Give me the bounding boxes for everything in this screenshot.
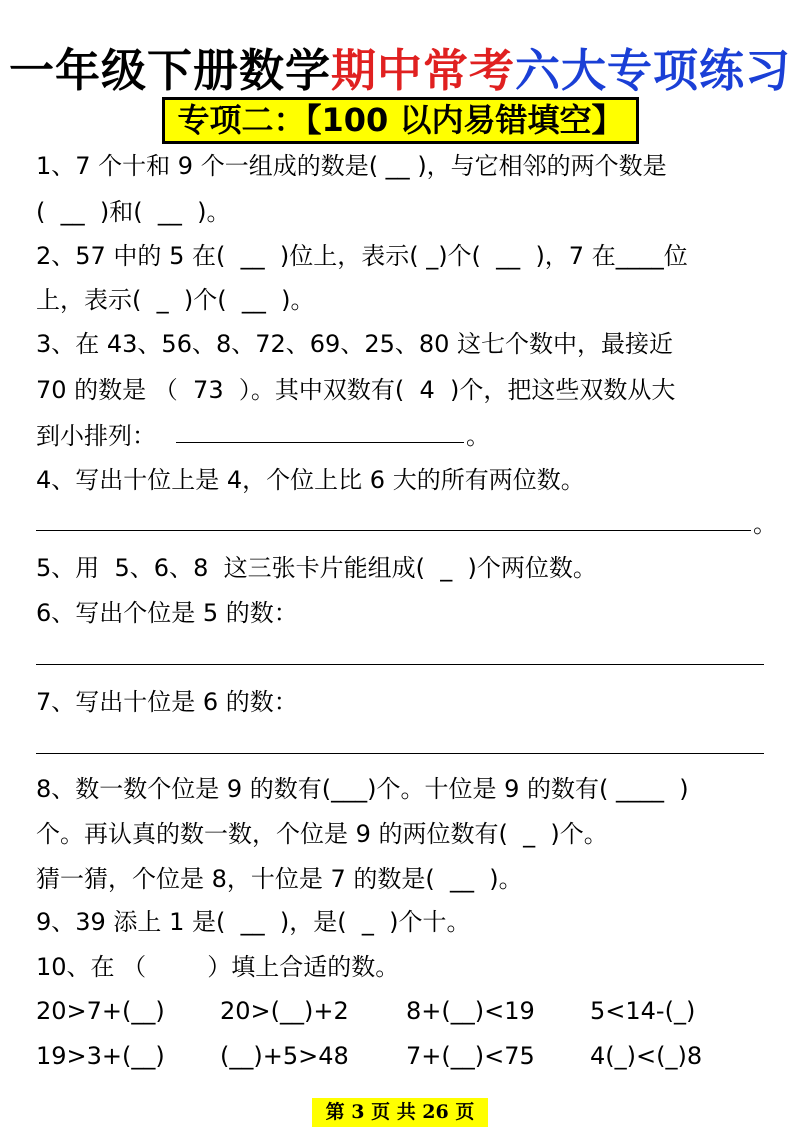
question-8-line-1: 8、数一数个位是 9 的数有(___)个。十位是 9 的数有( ____ ) <box>36 775 689 803</box>
period-q3: 。 <box>466 422 490 450</box>
question-9: 9、39 添上 1 是( __ )，是( _ )个十。 <box>36 908 471 936</box>
page-footer: 第 3 页 共 26 页 <box>312 1098 488 1127</box>
question-3-line-1: 3、在 43、56、8、72、69、25、80 这七个数中，最接近 <box>36 330 674 358</box>
exercise-r2-c4: 4(_)<(_)8 <box>590 1042 703 1070</box>
question-1-line-1: 1、7 个十和 9 个一组成的数是( __ )，与它相邻的两个数是 <box>36 152 667 180</box>
exercise-r2-c1: 19>3+(__) <box>36 1042 165 1070</box>
answer-line-q4[interactable] <box>36 530 751 531</box>
question-4: 4、写出十位上是 4，个位上比 6 大的所有两位数。 <box>36 466 585 494</box>
answer-line-q7[interactable] <box>36 753 764 754</box>
question-3-line-2: 70 的数是 （ 73 ）。其中双数有( 4 )个，把这些双数从大 <box>36 376 676 404</box>
question-3-line-3: 到小排列： <box>36 422 156 450</box>
answer-line-q3[interactable] <box>176 442 464 443</box>
title-part-midterm: 期中常考 <box>330 44 515 97</box>
section-banner: 专项二：【100 以内易错填空】 <box>162 97 639 144</box>
exercise-r1-c3: 8+(__)<19 <box>406 997 535 1025</box>
title-part-topics: 六大专项练习 <box>515 44 792 97</box>
exercise-r2-c2: (__)+5>48 <box>220 1042 349 1070</box>
question-2-line-2: 上，表示( _ )个( __ )。 <box>36 286 315 314</box>
exercise-r2-c3: 7+(__)<75 <box>406 1042 535 1070</box>
exercise-r1-c1: 20>7+(__) <box>36 997 165 1025</box>
period-q4: 。 <box>753 510 777 538</box>
question-6: 6、写出个位是 5 的数： <box>36 599 298 627</box>
exercise-r1-c2: 20>(__)+2 <box>220 997 349 1025</box>
exercise-r1-c4: 5<14-(_) <box>590 997 696 1025</box>
answer-line-q6[interactable] <box>36 664 764 665</box>
question-10: 10、在 （ ）填上合适的数。 <box>36 953 400 981</box>
question-8-line-2: 个。再认真的数一数，个位是 9 的两位数有( _ )个。 <box>36 820 608 848</box>
question-1-line-2: ( __ )和( __ )。 <box>36 198 231 226</box>
worksheet-title <box>0 34 800 99</box>
question-2-line-1: 2、57 中的 5 在( __ )位上，表示( _)个( __ )，7 在____位 <box>36 242 688 270</box>
question-5: 5、用 5、6、8 这三张卡片能组成( _ )个两位数。 <box>36 554 597 582</box>
question-8-line-3: 猜一猜，个位是 8，十位是 7 的数是( __ )。 <box>36 865 523 893</box>
question-7: 7、写出十位是 6 的数： <box>36 688 298 716</box>
title-part-grade: 一年级下册数学 <box>8 44 331 97</box>
